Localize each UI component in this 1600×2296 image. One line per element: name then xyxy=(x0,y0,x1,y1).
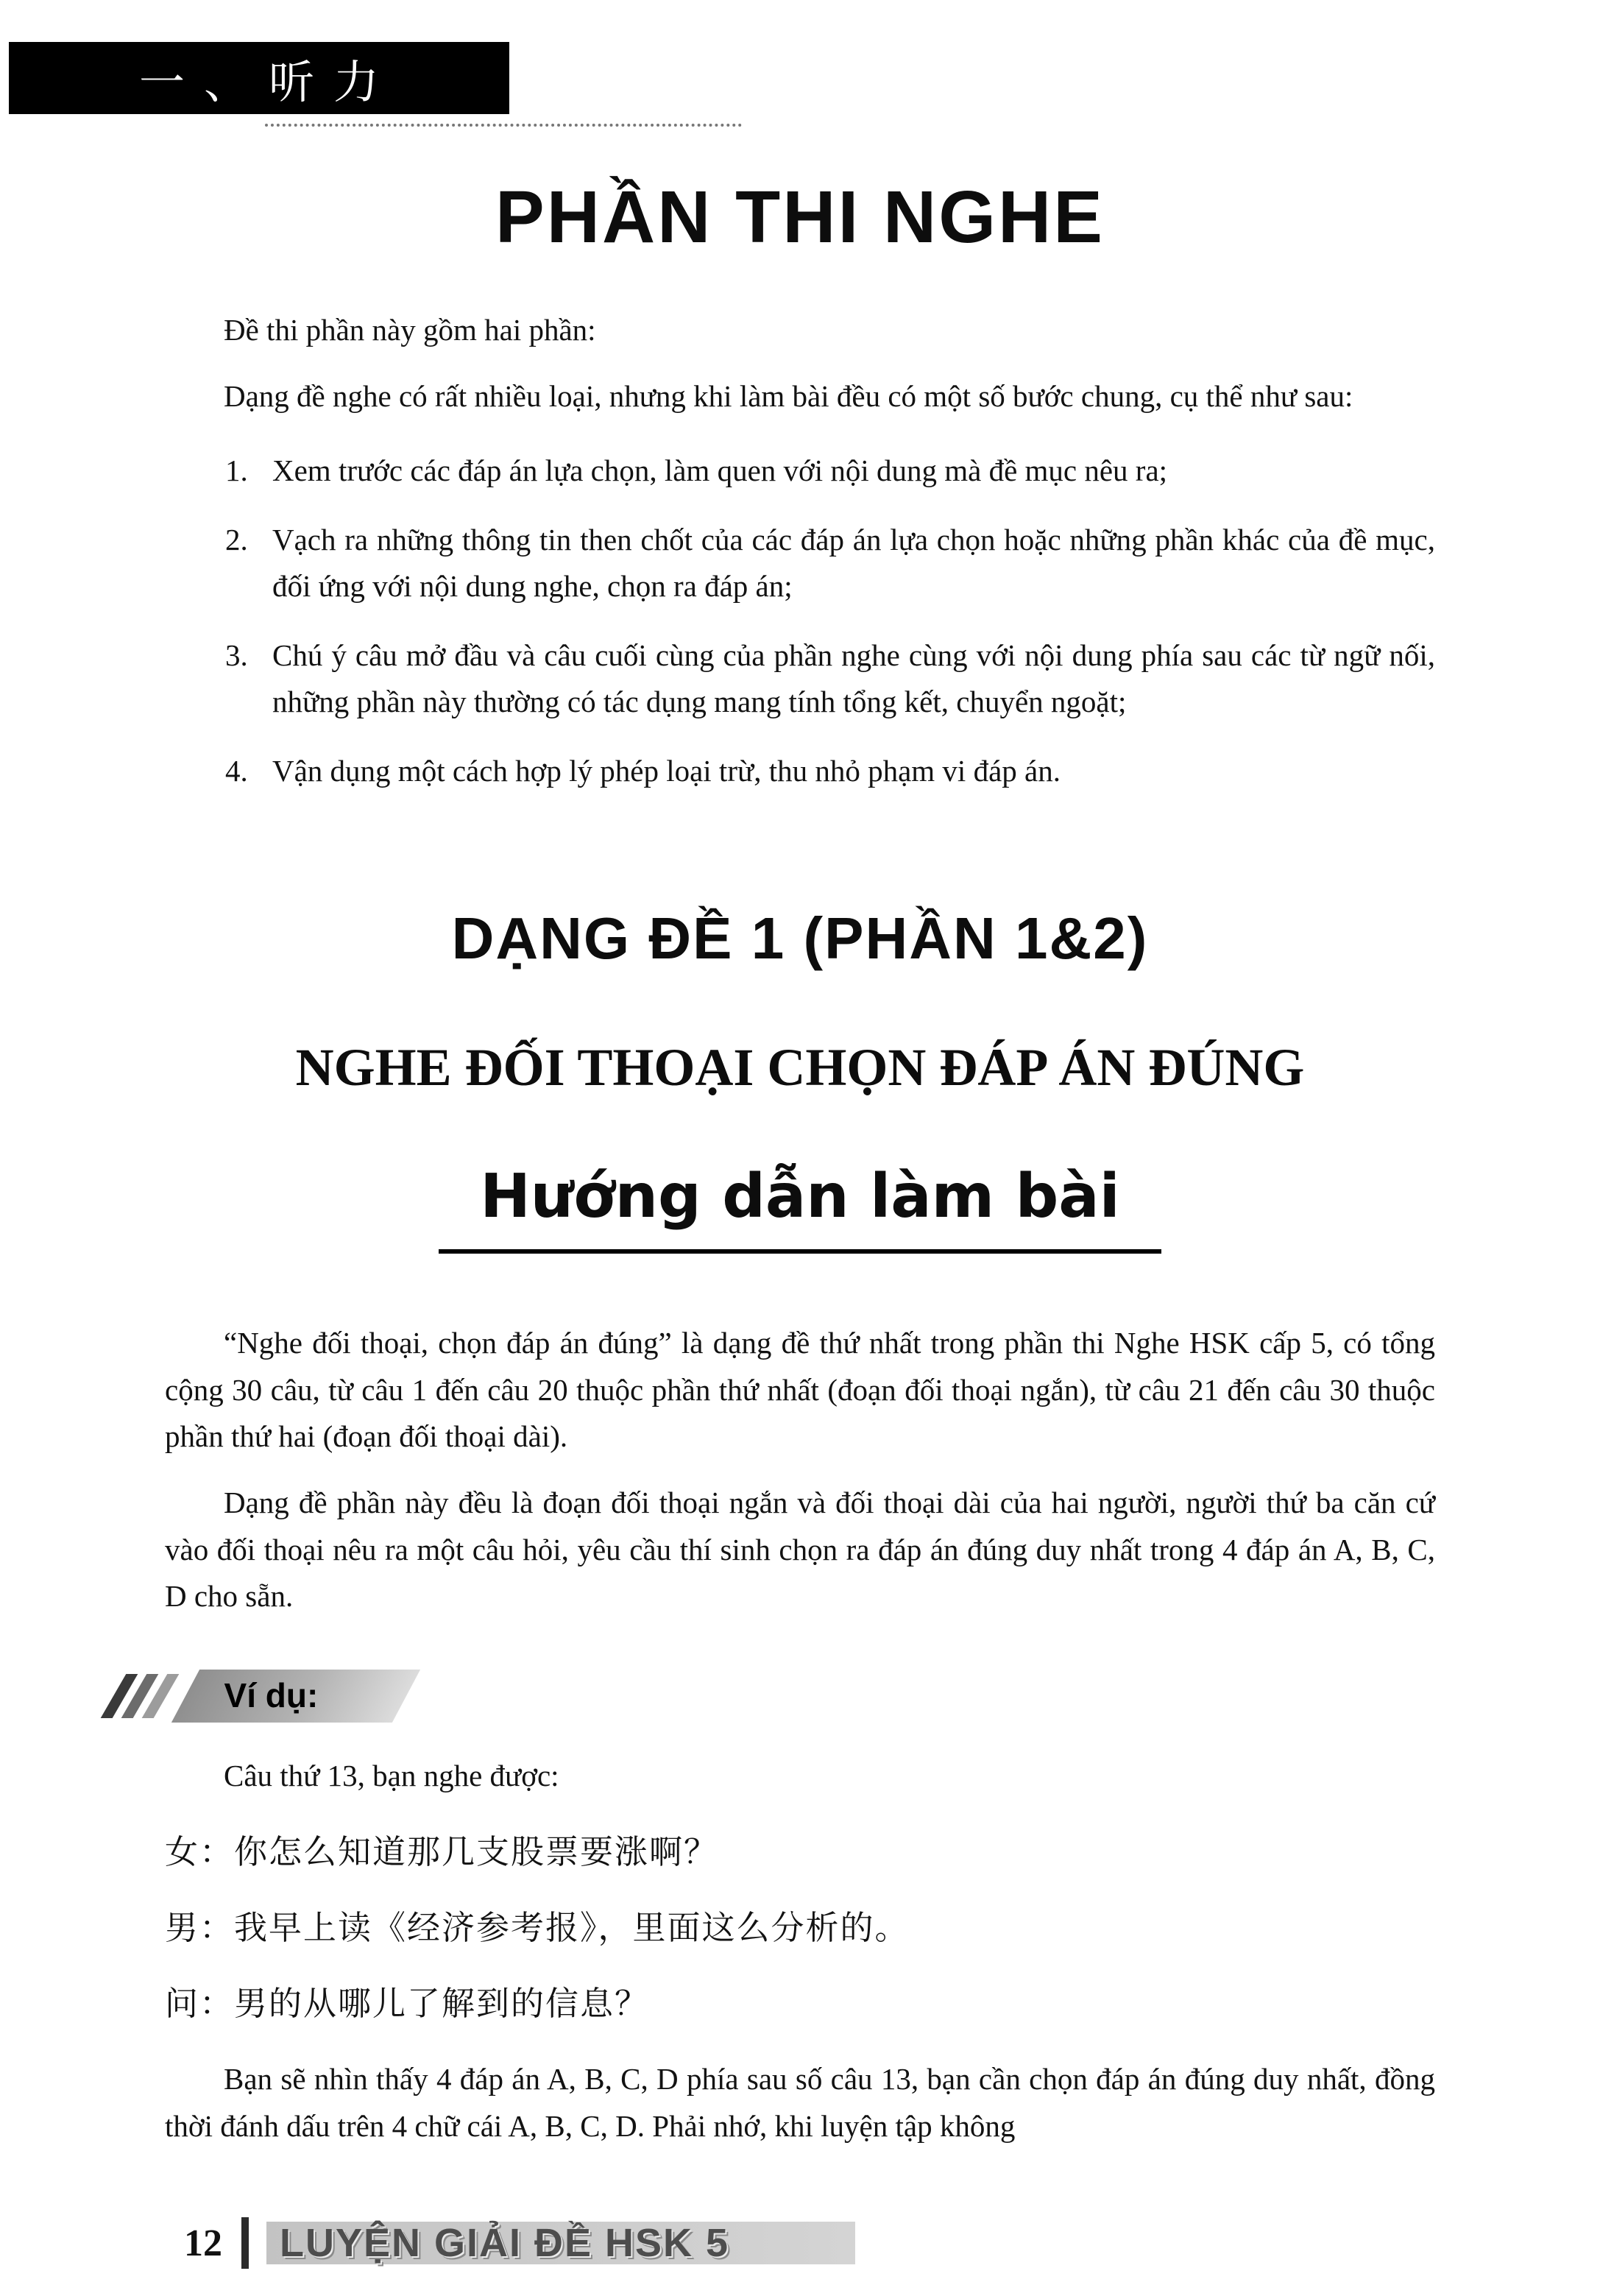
decorative-stripes-icon xyxy=(101,1674,180,1718)
footer-divider xyxy=(241,2217,249,2269)
example-intro: Câu thứ 13, bạn nghe được: xyxy=(224,1758,559,1792)
guide-paragraph-2: Dạng đề phần này đều là đoạn đối thoại ngắn và đối thoại dài của hai người, người thứ ba căn cứ vào đối thoại nêu ra một câu hỏi, yêu cầu thí sinh chọn ra đáp án đúng duy nhất trong 4 đáp án A, B, C, D cho sẵn. xyxy=(165,1486,1435,1614)
footer-bar xyxy=(266,2222,855,2264)
dotted-divider xyxy=(265,124,742,127)
list-item xyxy=(165,748,1435,795)
guide-heading: Hướng dẫn làm bài xyxy=(439,1162,1161,1254)
step-text: Chú ý câu mở đầu và câu cuối cùng của phần nghe cùng với nội dung phía sau các từ ngữ nối, những phần này thường có tác dụng mang tính tổng kết, chuyển ngoặt; xyxy=(272,637,1435,719)
step-text: Vạch ra những thông tin then chốt của các đáp án lựa chọn hoặc những phần khác của đề mục, đối ứng với nội dung nghe, chọn ra đáp án; xyxy=(272,522,1435,604)
steps-list xyxy=(165,448,1435,794)
example-label: Ví dụ: xyxy=(224,1675,319,1714)
dialogue-line-question: 问：男的从哪儿了解到的信息？ xyxy=(165,1984,650,2024)
guide-paragraph-1: “Nghe đối thoại, chọn đáp án đúng” là dạng đề thứ nhất trong phần thi Nghe HSK cấp 5, có tổng cộng 30 câu, từ câu 1 đến câu 20 thuộc phần thứ nhất (đoạn đối thoại ngắn), từ câu 21 đến câu 30 thuộc phần thứ hai (đoạn đối thoại dài). xyxy=(165,1326,1435,1454)
step-number: 2. xyxy=(225,522,248,557)
step-number: 3. xyxy=(225,637,248,672)
page-footer xyxy=(184,2216,855,2269)
chapter-title: 一、听力 xyxy=(138,54,398,109)
intro-paragraph-2: Dạng đề nghe có rất nhiều loại, nhưng khi làm bài đều có một số bước chung, cụ thể như sau: xyxy=(224,378,1353,413)
page-title: PHẦN THI NGHE xyxy=(495,176,1105,258)
section-subheading: NGHE ĐỐI THOẠI CHỌN ĐÁP ÁN ĐÚNG xyxy=(295,1038,1305,1098)
page-number: 12 xyxy=(184,2222,222,2264)
dialogue-line-woman: 女：你怎么知道那几支股票要涨啊？ xyxy=(165,1832,719,1872)
step-text: Vận dụng một cách hợp lý phép loại trừ, thu nhỏ phạm vi đáp án. xyxy=(272,753,1061,788)
book-title: LUYỆN GIẢI ĐỀ HSK 5 xyxy=(280,2221,730,2265)
example-label-shape xyxy=(171,1670,420,1723)
step-text: Xem trước các đáp án lựa chọn, làm quen với nội dung mà đề mục nêu ra; xyxy=(272,453,1168,488)
dialogue-line-man: 男：我早上读《经济参考报》，里面这么分析的。 xyxy=(165,1908,910,1948)
chapter-header-bar xyxy=(9,42,509,114)
guide-heading-wrap xyxy=(165,1162,1435,1254)
list-item xyxy=(165,632,1435,726)
list-item xyxy=(165,517,1435,610)
intro-paragraph-1: Đề thi phần này gồm hai phần: xyxy=(224,313,596,347)
example-label-ribbon xyxy=(113,1669,1435,1723)
section-heading: DẠNG ĐỀ 1 (PHẦN 1&2) xyxy=(451,905,1149,972)
step-number: 1. xyxy=(225,453,248,488)
list-item xyxy=(165,448,1435,495)
step-number: 4. xyxy=(225,753,248,788)
example-outro: Bạn sẽ nhìn thấy 4 đáp án A, B, C, D phía sau số câu 13, bạn cần chọn đáp án đúng duy nhất, đồng thời đánh dấu trên 4 chữ cái A, B, C, D. Phải nhớ, khi luyện tập không xyxy=(165,2062,1435,2143)
